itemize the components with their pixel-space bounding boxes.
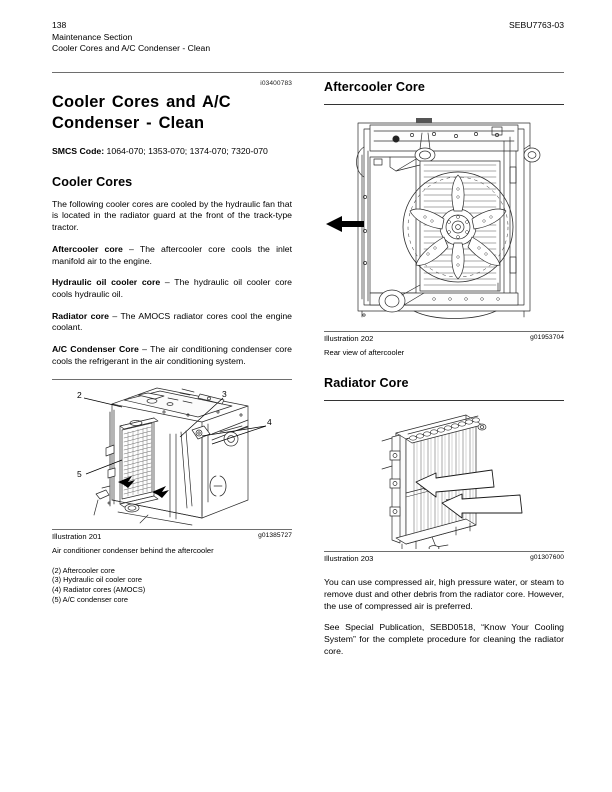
figure-202-description: Rear view of aftercooler — [324, 348, 405, 358]
right-column — [324, 80, 564, 657]
definition-term: A/C Condenser Core — [52, 344, 139, 355]
legend-item-4: (4) Radiator cores (AMOCS) — [52, 585, 146, 595]
left-column — [52, 80, 292, 604]
figure-202-number: Illustration 202 — [324, 334, 374, 344]
illustration-201-artwork — [52, 382, 292, 527]
smcs-label: SMCS Code: — [52, 146, 105, 156]
callout-5: 5 — [77, 469, 82, 480]
figure-201-legend — [52, 566, 292, 604]
figure-201 — [52, 379, 292, 604]
definition-text: – The hydraulic oil cooler core cools hydraulic oil. — [52, 277, 293, 299]
figure-203-bottom-rule — [324, 551, 564, 552]
definition-text: – The AMOCS radiator cores cool the engine coolant. — [52, 310, 292, 333]
figure-203-graphic-id: g01307600 — [530, 554, 564, 562]
section-heading-cooler-cores: Cooler Cores — [52, 174, 133, 189]
page-number: 138 — [52, 20, 67, 30]
figure-201-description: Air conditioner condenser behind the aftercooler — [52, 546, 214, 556]
illustration-202-artwork — [324, 111, 564, 329]
page-title: Cooler Cores and A/C Condenser - Clean — [52, 93, 231, 132]
definition-text: – The aftercooler core cools the inlet manifold air to the engine. — [52, 243, 293, 266]
callout-2: 2 — [77, 390, 82, 401]
header-left-block — [52, 20, 210, 55]
figure-202-caption-row — [324, 334, 564, 345]
figure-202-graphic-id: g01953704 — [530, 334, 564, 342]
figure-203 — [324, 407, 564, 565]
illustration-203-artwork — [324, 407, 564, 549]
legend-item-2: (2) Aftercooler core — [52, 565, 115, 575]
heading-radiator-core: Radiator Core — [324, 375, 409, 390]
page-header — [52, 20, 564, 55]
article-id: i03400783 — [260, 80, 292, 87]
section-name: Maintenance Section — [52, 31, 133, 42]
definition-hydraulic-oil-cooler-core — [52, 277, 292, 300]
intro-paragraph: The following cooler cores are cooled by the hydraulic fan that is located in the radiator guard at the front of the track-type tractor. — [52, 198, 292, 233]
definition-term: Hydraulic oil cooler core — [52, 277, 161, 288]
header-divider — [52, 72, 564, 73]
figure-201-graphic-id: g01385727 — [258, 532, 292, 540]
figure-202 — [324, 111, 564, 358]
figure-201-bottom-rule — [52, 529, 292, 530]
radiator-cleaning-paragraph: You can use compressed air, high pressure water, or steam to remove dust and other debris from the radiator core. However, the use of compressed air is preferred. — [324, 577, 564, 611]
figure-203-caption-row — [324, 554, 564, 565]
legend-item-5: (5) A/C condenser core — [52, 594, 128, 604]
callout-4: 4 — [267, 417, 272, 428]
definition-term: Aftercooler core — [52, 243, 123, 254]
definition-radiator-core — [52, 311, 292, 334]
topic-name: Cooler Cores and A/C Condenser - Clean — [52, 43, 211, 54]
definition-aftercooler-core — [52, 244, 292, 267]
aftercooler-heading-rule — [324, 104, 564, 105]
figure-202-bottom-rule — [324, 331, 564, 332]
definition-ac-condenser-core — [52, 344, 292, 367]
callout-3: 3 — [222, 389, 227, 400]
figure-203-number: Illustration 203 — [324, 554, 374, 564]
definition-text: – The air conditioning condenser core cools the refrigerant in the air conditioning system. — [52, 344, 292, 366]
heading-aftercooler-core: Aftercooler Core — [324, 80, 425, 94]
radiator-heading-rule — [324, 400, 564, 401]
smcs-value: 1064-070; 1353-070; 1374-070; 7320-070 — [104, 146, 268, 156]
figure-201-caption-row — [52, 532, 292, 543]
special-publication-paragraph: See Special Publication, SEBD0518, “Know Your Cooling System” for the complete procedure for cleaning the radiator core. — [324, 622, 564, 656]
legend-item-3: (3) Hydraulic oil cooler core — [52, 575, 142, 585]
definition-term: Radiator core — [52, 310, 109, 321]
smcs-code-line — [52, 146, 292, 158]
figure-201-number: Illustration 201 — [52, 532, 102, 542]
document-number: SEBU7763-03 — [509, 20, 564, 30]
figure-201-top-rule — [52, 379, 292, 380]
